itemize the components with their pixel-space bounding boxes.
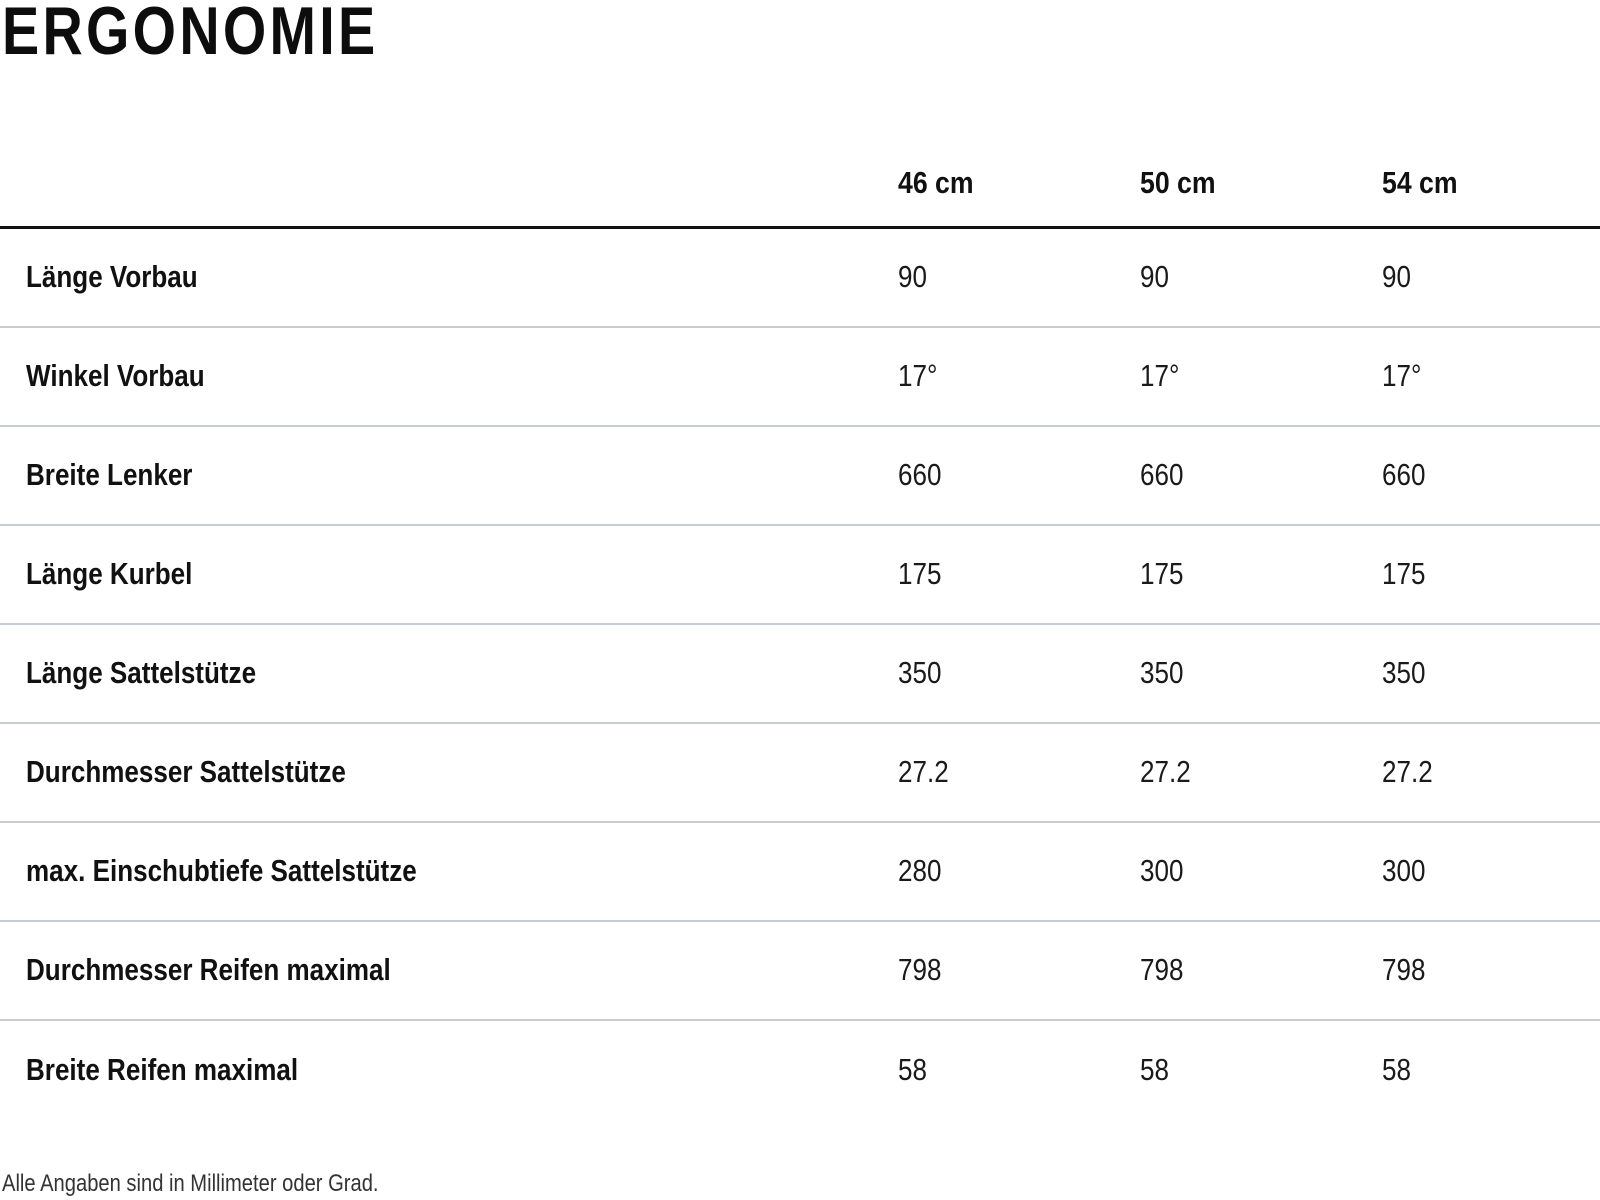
value-cell <box>1140 822 1382 921</box>
table-row <box>0 822 1600 921</box>
value-cell <box>1382 921 1600 1020</box>
cell-value: 58 <box>1382 1051 1411 1087</box>
value-cell <box>1140 624 1382 723</box>
cell-value: 17° <box>898 358 938 393</box>
cell-value: 660 <box>898 457 942 492</box>
row-label-cell <box>0 1020 898 1119</box>
table-body <box>0 228 1600 1119</box>
cell-value: 58 <box>1140 1051 1169 1087</box>
cell-value: 17° <box>1382 358 1422 393</box>
value-cell <box>898 723 1140 822</box>
cell-value: 90 <box>1382 259 1411 295</box>
row-label-cell <box>0 228 898 327</box>
value-cell <box>1382 327 1600 426</box>
row-label-cell <box>0 822 898 921</box>
cell-value: 17° <box>1140 358 1180 393</box>
table-row <box>0 327 1600 426</box>
cell-value: 350 <box>1382 655 1426 690</box>
cell-value: 798 <box>1140 952 1184 987</box>
row-label: max. Einschubtiefe Sattelstütze <box>26 853 417 888</box>
table-row <box>0 228 1600 327</box>
header-size-text: 50 cm <box>1140 165 1216 200</box>
cell-value: 300 <box>1382 853 1426 888</box>
row-label-cell <box>0 723 898 822</box>
table-row <box>0 624 1600 723</box>
row-label: Breite Reifen maximal <box>26 1051 299 1087</box>
page-title: ERGONOMIE <box>2 0 379 69</box>
table-row <box>0 426 1600 525</box>
row-label: Breite Lenker <box>26 457 193 492</box>
header-cell-size-54 <box>1382 140 1600 228</box>
value-cell <box>898 228 1140 327</box>
cell-value: 27.2 <box>898 754 949 789</box>
row-label: Durchmesser Sattelstütze <box>26 754 346 789</box>
value-cell <box>1382 822 1600 921</box>
table-row <box>0 1020 1600 1119</box>
table-row <box>0 723 1600 822</box>
value-cell <box>898 822 1140 921</box>
cell-value: 175 <box>1140 556 1184 591</box>
cell-value: 90 <box>1140 259 1169 295</box>
value-cell <box>1382 624 1600 723</box>
row-label-cell <box>0 327 898 426</box>
row-label: Durchmesser Reifen maximal <box>26 952 391 987</box>
cell-value: 798 <box>1382 952 1426 987</box>
value-cell <box>898 1020 1140 1119</box>
cell-value: 27.2 <box>1140 754 1191 789</box>
value-cell <box>1382 525 1600 624</box>
value-cell <box>898 525 1140 624</box>
value-cell <box>1140 525 1382 624</box>
header-cell-size-50 <box>1140 140 1382 228</box>
value-cell <box>898 426 1140 525</box>
cell-value: 27.2 <box>1382 754 1433 789</box>
value-cell <box>898 327 1140 426</box>
cell-value: 175 <box>1382 556 1426 591</box>
cell-value: 798 <box>898 952 942 987</box>
header-row <box>0 140 1600 228</box>
row-label: Länge Vorbau <box>26 259 198 295</box>
header-cell-label <box>0 140 898 228</box>
row-label: Winkel Vorbau <box>26 358 205 393</box>
cell-value: 58 <box>898 1051 927 1087</box>
footnote: Alle Angaben sind in Millimeter oder Grad. <box>2 1170 379 1197</box>
row-label-cell <box>0 426 898 525</box>
value-cell <box>1140 327 1382 426</box>
cell-value: 280 <box>898 853 942 888</box>
value-cell <box>1382 228 1600 327</box>
value-cell <box>1140 723 1382 822</box>
cell-value: 350 <box>898 655 942 690</box>
header-size-text: 54 cm <box>1382 165 1458 200</box>
row-label-cell <box>0 624 898 723</box>
value-cell <box>1140 426 1382 525</box>
table-row <box>0 921 1600 1020</box>
header-cell-size-46 <box>898 140 1140 228</box>
cell-value: 660 <box>1140 457 1184 492</box>
header-size-text: 46 cm <box>898 165 974 200</box>
cell-value: 660 <box>1382 457 1426 492</box>
table-row <box>0 525 1600 624</box>
table-header <box>0 140 1600 228</box>
row-label-cell <box>0 921 898 1020</box>
cell-value: 175 <box>898 556 942 591</box>
value-cell <box>898 921 1140 1020</box>
value-cell <box>1140 921 1382 1020</box>
ergonomics-table <box>0 140 1600 1119</box>
value-cell <box>1140 1020 1382 1119</box>
row-label-cell <box>0 525 898 624</box>
row-label: Länge Sattelstütze <box>26 655 257 690</box>
value-cell <box>1382 723 1600 822</box>
row-label: Länge Kurbel <box>26 556 193 591</box>
value-cell <box>1382 1020 1600 1119</box>
value-cell <box>1140 228 1382 327</box>
cell-value: 350 <box>1140 655 1184 690</box>
cell-value: 90 <box>898 259 927 295</box>
value-cell <box>898 624 1140 723</box>
cell-value: 300 <box>1140 853 1184 888</box>
value-cell <box>1382 426 1600 525</box>
